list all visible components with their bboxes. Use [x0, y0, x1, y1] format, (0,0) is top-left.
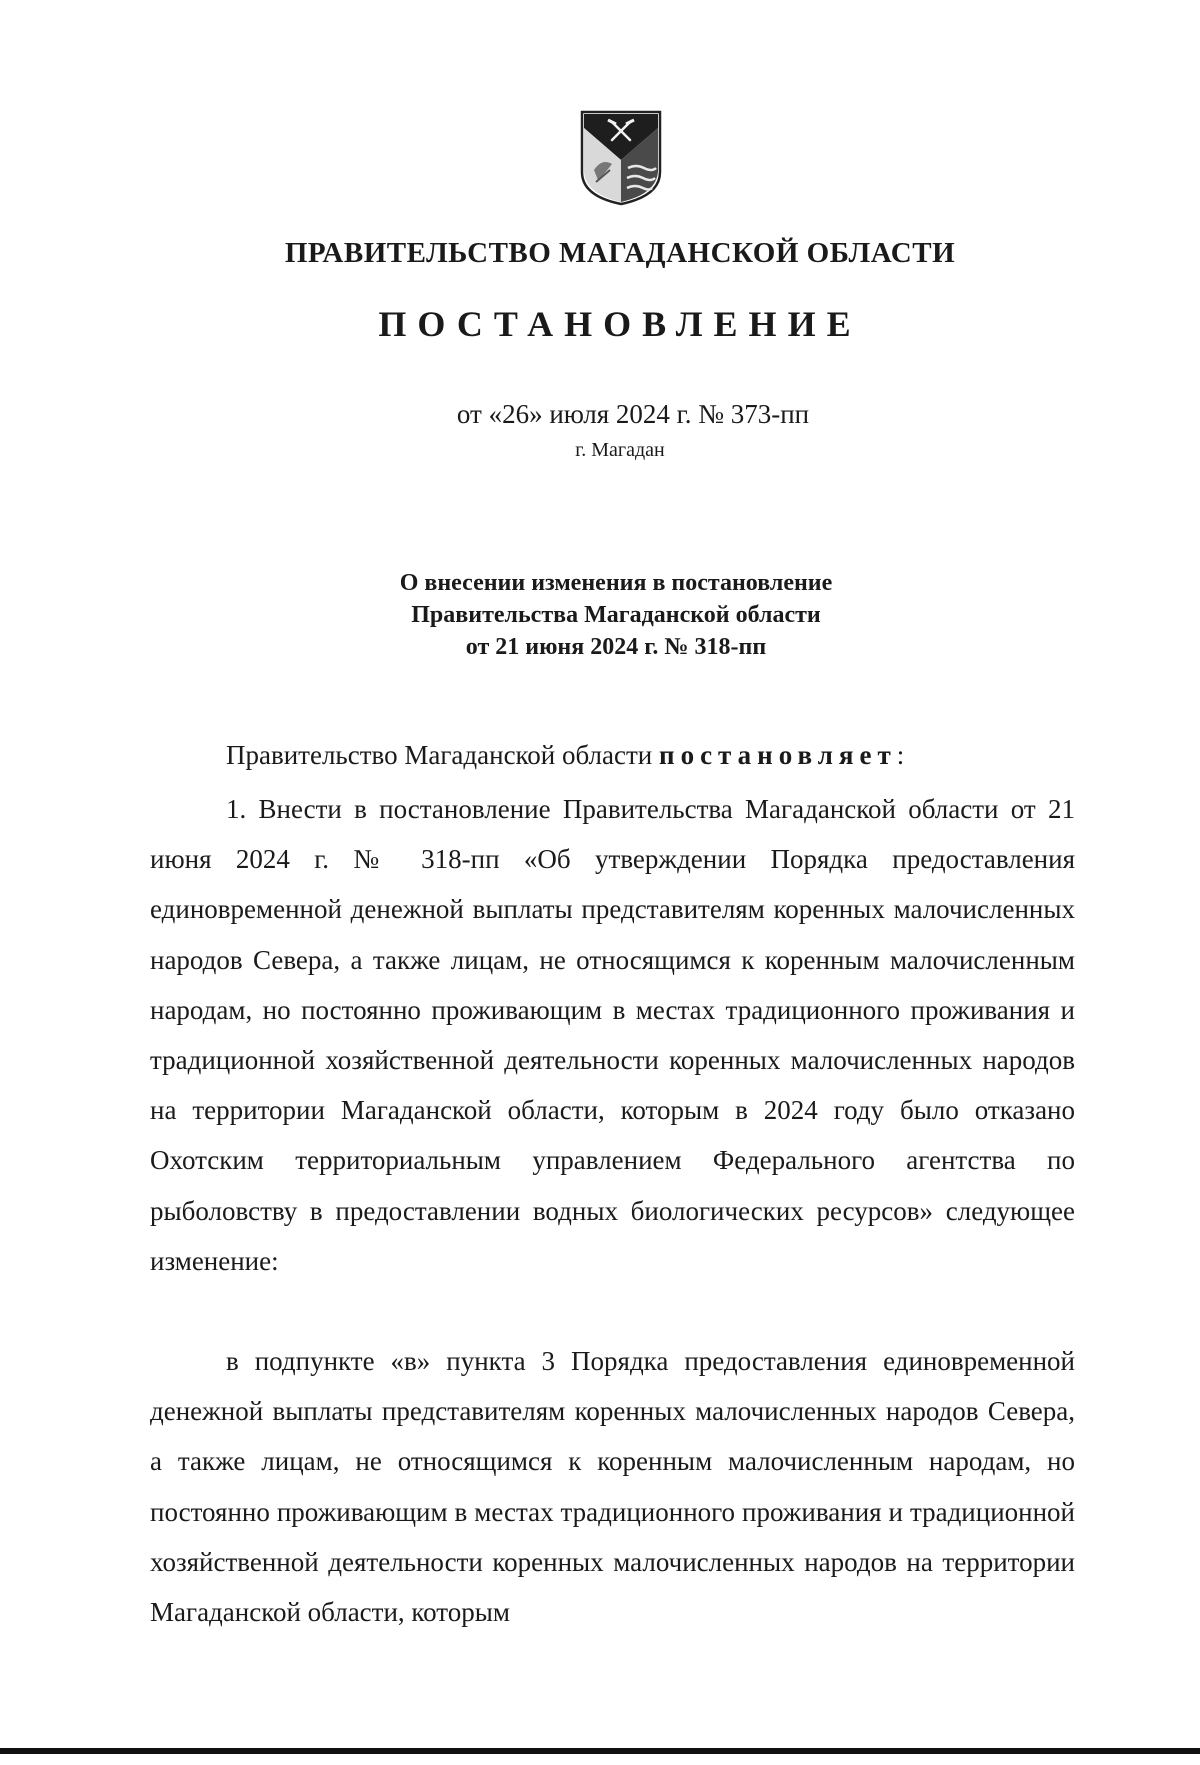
subject-line: Правительства Магаданской области — [411, 602, 821, 628]
preamble — [226, 740, 904, 771]
subject-line: от 21 июня 2024 г. № 318-пп — [465, 634, 767, 660]
body-paragraph-2: в подпункте «в» пункта 3 Порядка предоставления единовременной денежной выплаты представителям коренных малочисленных народов Севера, а также лицам, не относящимся к коренным малочисленным народам, но постоянно проживающим в местах традиционного проживания и традиционной хозяйственной деятельности коренных малочисленных народов на территории Магаданской области, которым — [150, 1346, 1075, 1628]
document-type: ПОСТАНОВЛЕНИЕ — [378, 304, 862, 344]
body-paragraph-1: 1. Внести в постановление Правительства Магаданской области от 21 июня 2024 г. № 318-пп «Об утверждении Порядка предоставления единовременной денежной выплаты представителям коренных малочисленных народов Севера, а также лицам, не относящимся к коренным малочисленным народам, но постоянно проживающим в местах традиционного проживания и традиционной хозяйственной деятельности коренных малочисленных народов на территории Магаданской области, которым в 2024 году было отказано Охотским территориальным управлением Федерального агентства по рыболовству в предоставлении водных биологических ресурсов» следующее изменение: — [150, 794, 1075, 1276]
preamble-text: Правительство Магаданской области — [226, 740, 660, 770]
magadan-region-coat-of-arms-icon — [580, 110, 662, 206]
preamble-end: : — [896, 740, 905, 770]
subject-line: О внесении изменения в постановление — [399, 570, 833, 596]
organization-name: ПРАВИТЕЛЬСТВО МАГАДАНСКОЙ ОБЛАСТИ — [284, 237, 956, 269]
preamble-verb: постановляет — [659, 740, 897, 770]
document-date-number: от «26» июля 2024 г. № 373-пп — [456, 399, 810, 429]
document-subject — [0, 567, 1200, 663]
bottom-border — [0, 1748, 1200, 1754]
document-city: г. Магадан — [575, 439, 665, 461]
